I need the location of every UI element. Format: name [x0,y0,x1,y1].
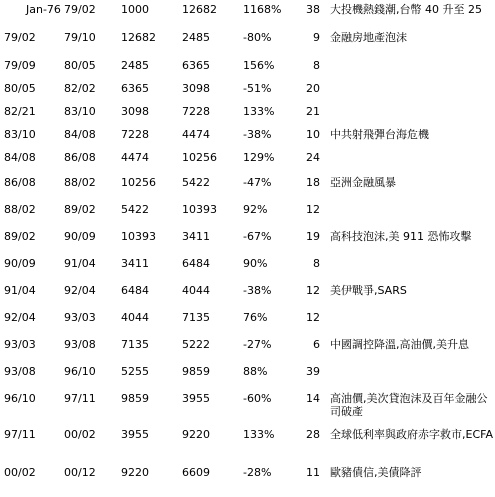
cell-duration-months: 8 [313,59,320,72]
cell-start-index: 1000 [121,3,149,16]
cell-end-index: 6609 [182,466,210,479]
cell-end-period: 00/02 [64,428,96,441]
cell-start-period: 89/02 [4,230,36,243]
cell-start-index: 3955 [121,428,149,441]
cell-change-percent: 88% [243,365,268,378]
cell-change-percent: -67% [243,230,272,243]
cell-start-period: 90/09 [4,257,36,270]
cell-start-index: 7135 [121,338,149,351]
cell-change-percent: -28% [243,466,272,479]
cell-change-percent: 76% [243,311,268,324]
cell-event-note: 大投機熱錢潮,台幣 40 升至 25 [330,3,482,16]
cell-end-index: 9220 [182,428,210,441]
cell-change-percent: -80% [243,31,272,44]
table-row [0,230,495,256]
table-row [0,466,495,492]
cell-end-period: 80/05 [64,59,96,72]
cell-end-period: 91/04 [64,257,96,270]
cell-change-percent: -51% [243,82,272,95]
cell-start-index: 10256 [121,176,156,189]
cell-start-period: 91/04 [4,284,36,297]
cell-start-period: 79/09 [4,59,36,72]
cell-duration-months: 24 [306,151,320,164]
cell-change-percent: 90% [243,257,268,270]
cell-duration-months: 6 [313,338,320,351]
cell-event-note: 亞洲金融風暴 [330,176,396,189]
cell-start-index: 5255 [121,365,149,378]
cell-duration-months: 28 [306,428,320,441]
cell-start-period: 88/02 [4,203,36,216]
cell-start-period: 80/05 [4,82,36,95]
cell-change-percent: 133% [243,105,275,118]
cell-start-index: 4044 [121,311,149,324]
cell-start-index: 9859 [121,392,149,405]
cell-start-period: 86/08 [4,176,36,189]
cell-start-period: 92/04 [4,311,36,324]
cell-end-index: 3098 [182,82,210,95]
cell-end-index: 12682 [182,3,217,16]
cell-duration-months: 18 [306,176,320,189]
cell-end-period: 92/04 [64,284,96,297]
cell-duration-months: 38 [306,3,320,16]
cell-start-index: 4474 [121,151,149,164]
cell-end-index: 5422 [182,176,210,189]
cell-duration-months: 10 [306,128,320,141]
cell-start-period: 00/02 [4,466,36,479]
cell-end-period: 00/12 [64,466,96,479]
cell-end-index: 4474 [182,128,210,141]
cell-end-index: 10256 [182,151,217,164]
table-row [0,203,495,229]
table-row [0,151,495,177]
cell-end-period: 97/11 [64,392,96,405]
cell-end-period: 93/08 [64,338,96,351]
cell-event-note: 金融房地產泡沫 [330,31,407,44]
cell-duration-months: 12 [306,311,320,324]
table-row [0,31,495,57]
cell-start-period: 97/11 [4,428,36,441]
cell-end-period: 96/10 [64,365,96,378]
cell-event-note: 中國調控降溫,高油價,美升息 [330,338,469,351]
cell-duration-months: 9 [313,31,320,44]
cell-start-index: 3098 [121,105,149,118]
cell-change-percent: 156% [243,59,275,72]
cell-end-period: 86/08 [64,151,96,164]
cell-event-note: 全球低利率與政府赤字救市,ECFA [330,428,493,441]
cell-start-index: 6484 [121,284,149,297]
cell-end-period: 79/02 [64,3,96,16]
cell-duration-months: 20 [306,82,320,95]
cell-end-index: 5222 [182,338,210,351]
cell-duration-months: 39 [306,365,320,378]
cell-end-period: 89/02 [64,203,96,216]
cell-duration-months: 19 [306,230,320,243]
cell-start-period: Jan-76 [26,3,61,16]
cell-start-index: 10393 [121,230,156,243]
cell-change-percent: -60% [243,392,272,405]
cell-start-period: 93/08 [4,365,36,378]
cell-end-index: 3411 [182,230,210,243]
cell-change-percent: 133% [243,428,275,441]
cell-start-index: 2485 [121,59,149,72]
cell-duration-months: 11 [306,466,320,479]
cell-end-index: 10393 [182,203,217,216]
table-row [0,284,495,310]
cell-start-period: 93/03 [4,338,36,351]
cell-change-percent: 129% [243,151,275,164]
cell-start-index: 7228 [121,128,149,141]
cell-event-note: 中共射飛彈台海危機 [330,128,429,141]
table-row [0,365,495,391]
cell-start-index: 12682 [121,31,156,44]
cell-event-note: 美伊戰爭,SARS [330,284,407,297]
table-row [0,311,495,337]
cell-end-period: 82/02 [64,82,96,95]
cell-start-index: 5422 [121,203,149,216]
table-row [0,338,495,364]
cell-duration-months: 14 [306,392,320,405]
cell-start-period: 83/10 [4,128,36,141]
table-row [0,176,495,202]
table-row [0,3,495,29]
cell-end-period: 93/03 [64,311,96,324]
cell-end-period: 88/02 [64,176,96,189]
cell-change-percent: -47% [243,176,272,189]
cell-end-index: 2485 [182,31,210,44]
cell-start-period: 84/08 [4,151,36,164]
cell-end-index: 6484 [182,257,210,270]
cell-duration-months: 21 [306,105,320,118]
cell-duration-months: 8 [313,257,320,270]
cell-change-percent: -27% [243,338,272,351]
cell-event-note: 高油價,美次貸泡沫及百年金融公司破產 [330,392,488,418]
cell-start-period: 79/02 [4,31,36,44]
cell-end-index: 7228 [182,105,210,118]
table-row [0,428,495,454]
cell-change-percent: -38% [243,128,272,141]
cell-end-index: 3955 [182,392,210,405]
cell-event-note: 高科技泡沫,美 911 恐怖攻擊 [330,230,472,243]
cell-start-period: 82/21 [4,105,36,118]
cell-end-period: 79/10 [64,31,96,44]
table-row [0,257,495,283]
cell-start-period: 96/10 [4,392,36,405]
cell-end-index: 9859 [182,365,210,378]
cell-start-index: 3411 [121,257,149,270]
cell-end-period: 84/08 [64,128,96,141]
cell-start-index: 6365 [121,82,149,95]
cell-event-note: 歐豬債信,美債降評 [330,466,422,479]
cell-start-index: 9220 [121,466,149,479]
cell-end-period: 83/10 [64,105,96,118]
cell-change-percent: 92% [243,203,268,216]
cell-duration-months: 12 [306,203,320,216]
cell-change-percent: -38% [243,284,272,297]
cell-end-period: 90/09 [64,230,96,243]
cell-change-percent: 1168% [243,3,282,16]
table-row [0,392,495,418]
cell-end-index: 7135 [182,311,210,324]
cell-end-index: 6365 [182,59,210,72]
cell-end-index: 4044 [182,284,210,297]
cell-duration-months: 12 [306,284,320,297]
